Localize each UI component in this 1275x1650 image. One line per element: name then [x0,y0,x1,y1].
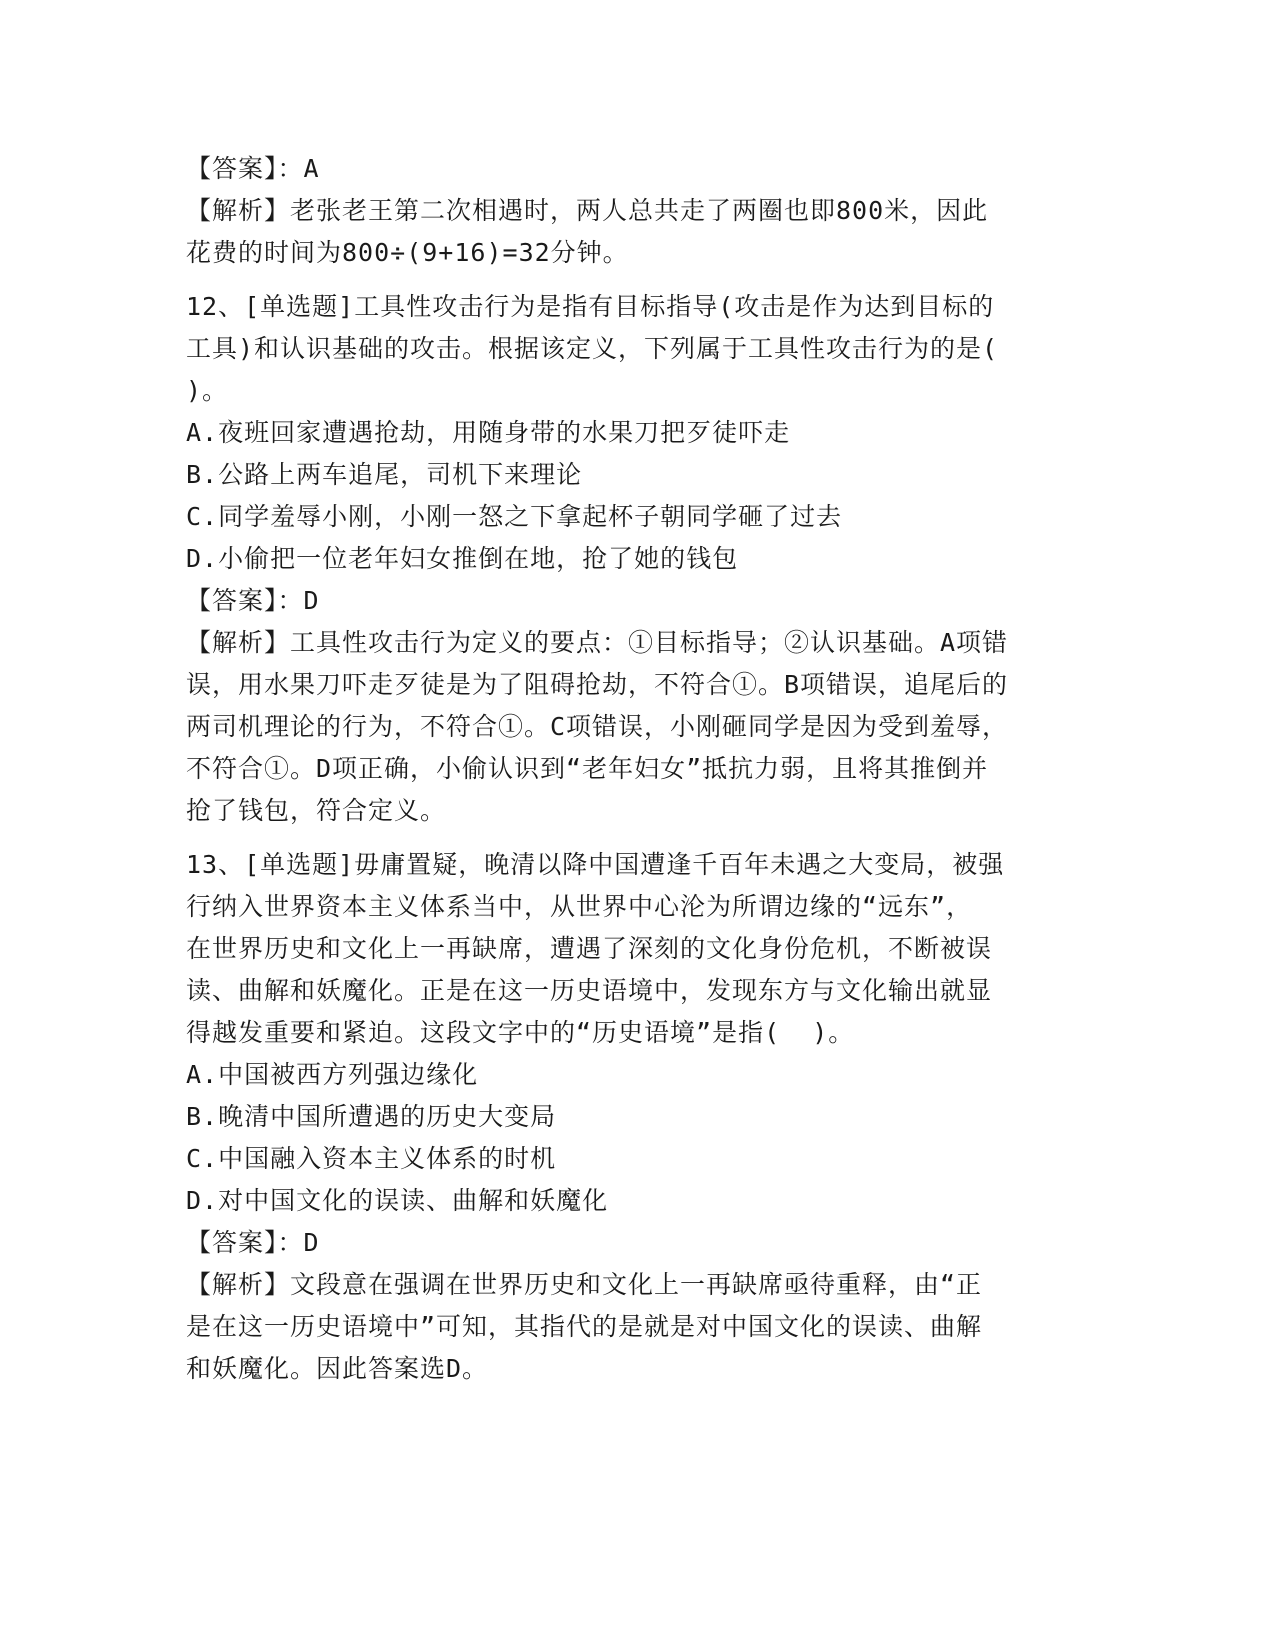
q12-analysis-line: 误，用水果刀吓走歹徒是为了阻碍抢劫，不符合①。B项错误，追尾后的 [186,670,1009,699]
q12-answer: 【答案】：D [186,586,320,615]
q13-stem-line: 行纳入世界资本主义体系当中，从世界中心沦为所谓边缘的“远东”， [186,892,973,921]
q11-analysis-line: 【解析】老张老王第二次相遇时，两人总共走了两圈也即800米，因此 [186,196,989,225]
q13-stem-line: 13、[单选题]毋庸置疑，晚清以降中国遭逢千百年未遇之大变局，被强 [186,850,1005,879]
q13-option-c: C.中国融入资本主义体系的时机 [186,1144,557,1173]
q12-analysis-line: 【解析】工具性攻击行为定义的要点：①目标指导；②认识基础。A项错 [186,628,1009,657]
q12-option-c: C.同学羞辱小刚，小刚一怒之下拿起杯子朝同学砸了过去 [186,502,843,531]
q13-analysis-line: 【解析】文段意在强调在世界历史和文化上一再缺席亟待重释，由“正 [186,1270,983,1299]
q11-answer: 【答案】：A [186,154,320,183]
q13-stem-line: 得越发重要和紧迫。这段文字中的“历史语境”是指( )。 [186,1018,855,1047]
q13-answer: 【答案】：D [186,1228,320,1257]
q13-option-d: D.对中国文化的误读、曲解和妖魔化 [186,1186,609,1215]
q12-stem-line: )。 [186,376,229,405]
question-12-block [186,286,1086,832]
q13-option-a: A.中国被西方列强边缘化 [186,1060,479,1089]
q13-analysis-line: 和妖魔化。因此答案选D。 [186,1354,489,1383]
question-13-block [186,844,1086,1390]
q11-analysis-line: 花费的时间为800÷(9+16)=32分钟。 [186,238,629,267]
q13-option-b: B.晚清中国所遭遇的历史大变局 [186,1102,557,1131]
q12-analysis-line: 两司机理论的行为，不符合①。C项错误，小刚砸同学是因为受到羞辱， [186,712,1009,741]
page-content [186,148,1086,1390]
q13-stem-line: 在世界历史和文化上一再缺席，遭遇了深刻的文化身份危机，不断被误 [186,934,993,963]
q12-stem-line: 12、[单选题]工具性攻击行为是指有目标指导(攻击是作为达到目标的 [186,292,995,321]
q12-option-b: B.公路上两车追尾，司机下来理论 [186,460,583,489]
q12-analysis-line: 不符合①。D项正确，小偷认识到“老年妇女”抵抗力弱，且将其推倒并 [186,754,989,783]
q12-option-d: D.小偷把一位老年妇女推倒在地，抢了她的钱包 [186,544,739,573]
q12-analysis-line: 抢了钱包，符合定义。 [186,796,447,825]
q12-stem-line: 工具)和认识基础的攻击。根据该定义，下列属于工具性攻击行为的是( [186,334,999,363]
q12-option-a: A.夜班回家遭遇抢劫，用随身带的水果刀把歹徒吓走 [186,418,791,447]
question-11-block [186,148,1086,274]
q13-analysis-line: 是在这一历史语境中”可知，其指代的是就是对中国文化的误读、曲解 [186,1312,983,1341]
q13-stem-line: 读、曲解和妖魔化。正是在这一历史语境中，发现东方与文化输出就显 [186,976,993,1005]
